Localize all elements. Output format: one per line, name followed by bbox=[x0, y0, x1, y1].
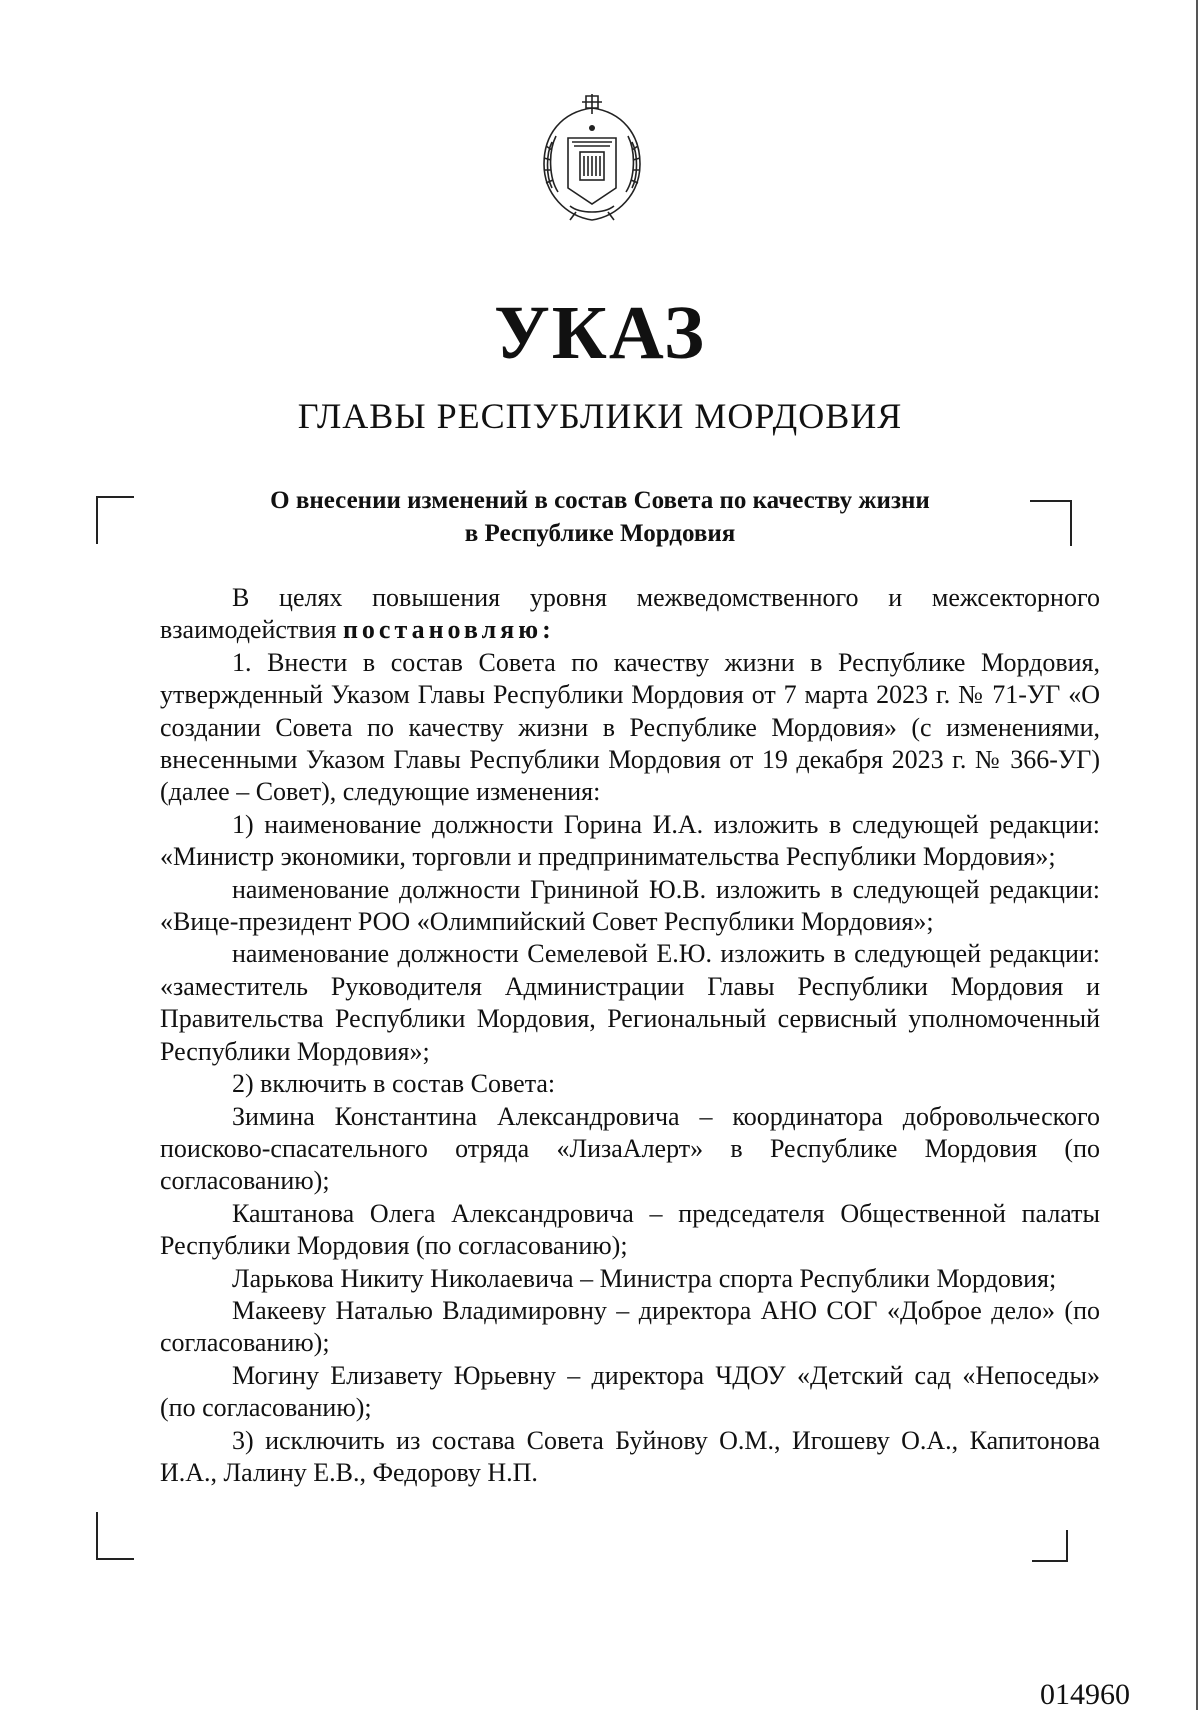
coat-of-arms-emblem bbox=[522, 92, 662, 232]
corner-mark-bottom-left bbox=[96, 1512, 134, 1560]
paragraph: Макееву Наталью Владимировну – директора АНО СОГ «Доброе дело» (по согласованию); bbox=[160, 1295, 1100, 1358]
corner-mark-bottom-right bbox=[1032, 1530, 1068, 1562]
decree-colon: : bbox=[542, 615, 555, 645]
paragraph: 2) включить в состав Совета: bbox=[232, 1069, 556, 1099]
paragraph: наименование должности Семелевой Е.Ю. изложить в следующей редакции: «заместитель Руководителя Администрации Главы Республики Мордовия и Правительства Республики Мордовия, Региональный сервисный уполномоченный Республики Мордовия»; bbox=[160, 939, 1100, 1066]
scan-edge bbox=[1196, 0, 1198, 1710]
corner-mark-top-left bbox=[96, 496, 134, 544]
document-serial-number: 014960 bbox=[1040, 1678, 1130, 1711]
decree-word: постановляю bbox=[342, 615, 543, 645]
decree-body bbox=[160, 582, 1100, 1489]
paragraph: Каштанова Олега Александровича – председателя Общественной палаты Республики Мордовия (по согласованию); bbox=[160, 1198, 1100, 1261]
paragraph: Зимина Константина Александровича – координатора добровольческого поисково-спасательного отряда «ЛизаАлерт» в Республике Мордовия (по согласованию); bbox=[160, 1101, 1100, 1196]
paragraph: Могину Елизавету Юрьевну – директора ЧДОУ «Детский сад «Непоседы» (по согласованию); bbox=[160, 1360, 1100, 1423]
decree-heading bbox=[160, 484, 1040, 550]
document-title: УКАЗ bbox=[494, 291, 706, 375]
document-subtitle: ГЛАВЫ РЕСПУБЛИКИ МОРДОВИЯ bbox=[297, 396, 903, 436]
paragraph: 1. Внести в состав Совета по качеству жизни в Республике Мордовия, утвержденный Указом Главы Республики Мордовия от 7 марта 2023 г. № 71-УГ «О создании Совета по качеству жизни в Республике Мордовия» (с изменениями, внесенными Указом Главы Республики Мордовия от 19 декабря 2023 г. № 366-УГ) (далее – Совет), следующие изменения: bbox=[160, 647, 1100, 807]
paragraph: Ларькова Никиту Николаевича – Министра спорта Республики Мордовия; bbox=[232, 1263, 1057, 1293]
decree-heading-line: в Республике Мордовия bbox=[464, 520, 736, 547]
paragraph: 1) наименование должности Горина И.А. изложить в следующей редакции: «Министр экономики, торговли и предпринимательства Республики Мордовия»; bbox=[160, 809, 1100, 872]
paragraph: 3) исключить из состава Совета Буйнову О.М., Игошеву О.А., Капитонова И.А., Лалину Е.В., Федорову Н.П. bbox=[160, 1425, 1100, 1487]
preamble-text: В целях повышения уровня межведомственного и межсекторного взаимодействия bbox=[160, 583, 1100, 645]
decree-heading-line: О внесении изменений в состав Совета по качеству жизни bbox=[270, 487, 930, 514]
paragraph: наименование должности Грининой Ю.В. изложить в следующей редакции: «Вице-президент РОО «Олимпийский Совет Республики Мордовия»; bbox=[160, 874, 1100, 937]
paragraph-preamble bbox=[160, 582, 1100, 647]
